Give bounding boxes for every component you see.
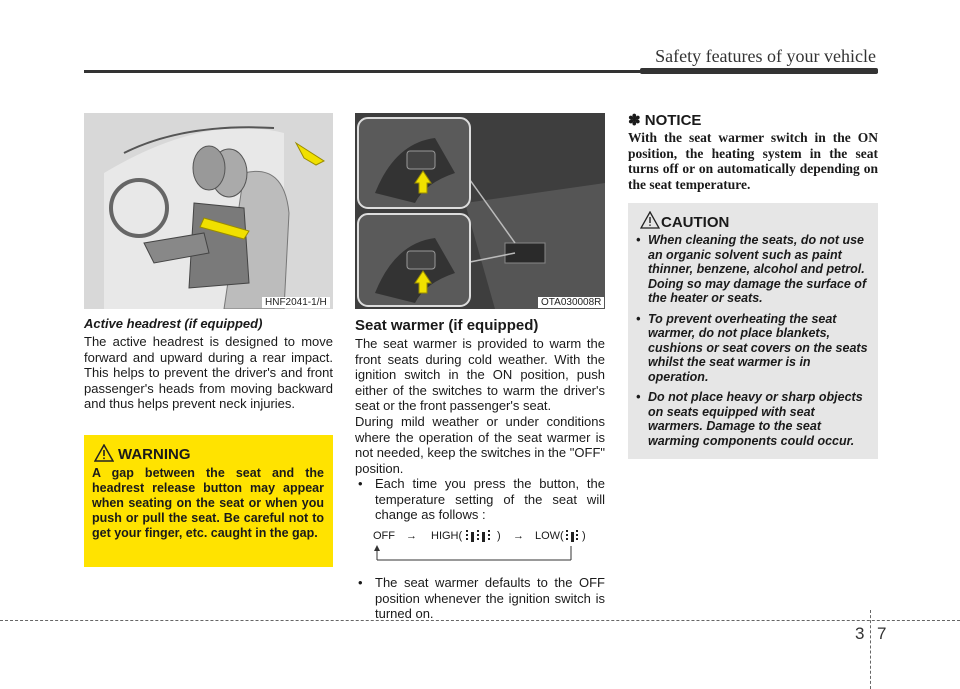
- page-header-title: Safety features of your vehicle: [655, 46, 876, 66]
- notice-heading: [628, 111, 701, 129]
- headrest-figure-label: HNF2041-1/H: [262, 297, 330, 308]
- cycle-arrow-2: →: [513, 530, 524, 542]
- seat-warmer-paragraph-1: The seat warmer is provided to warm the front seats during cold weather. With the ignition switch in the ON position, push either of the switches to warm the driver's seat or the front passenger's seat.: [355, 336, 605, 413]
- bullet-1-text: Each time you press the button, the temperature setting of the seat will change as follows :: [375, 476, 605, 522]
- header-rule-accent: [640, 68, 878, 74]
- bullet-dot: •: [636, 311, 641, 326]
- cycle-high-close: ): [497, 530, 501, 542]
- warning-icon: [94, 444, 114, 467]
- warning-box: [84, 435, 333, 567]
- bullet-dot: •: [636, 233, 641, 247]
- chapter-number: 3: [855, 624, 865, 643]
- page-number: 7: [877, 624, 887, 643]
- cycle-arrow-1: →: [406, 530, 417, 542]
- caution-title: CAUTION: [661, 214, 730, 231]
- warning-title: WARNING: [118, 446, 191, 463]
- caution-box: [628, 203, 878, 459]
- seat-warmer-figure-label: OTA030008R: [538, 297, 604, 308]
- bullet-dot: •: [358, 476, 363, 491]
- low-heat-icon: [564, 529, 580, 543]
- high-heat-icon: [464, 529, 494, 543]
- caution-item: [636, 390, 870, 448]
- headrest-caption: Active headrest (if equipped): [84, 316, 263, 331]
- bullet-dot: •: [636, 390, 641, 404]
- caution-icon: [640, 211, 660, 234]
- seat-warmer-paragraph-2: During mild weather or under conditions where the operation of the seat warmer is not needed, keep the switches in the "OFF" position.: [355, 414, 605, 476]
- seat-warmer-figure-drawing: [355, 113, 605, 309]
- caution-item: [636, 233, 870, 306]
- footer-rule: [0, 620, 960, 621]
- headrest-description: The active headrest is designed to move forward and upward during a rear impact. This helps to prevent the driver's and front passenger's heads from moving backward and thus helps prevent neck injuries.: [84, 334, 333, 411]
- cycle-off-label: OFF: [373, 530, 395, 542]
- seat-warmer-title: Seat warmer (if equipped): [355, 317, 539, 334]
- caution-item-text: To prevent overheating the seat warmer, do not place blankets, cushions or seat covers on the seats whilst the seat warmer is in operation.: [648, 311, 868, 384]
- page-number-divider: [870, 610, 871, 689]
- caution-item: [636, 312, 870, 385]
- bullet-dot: •: [358, 575, 363, 590]
- cycle-low-label: LOW(: [535, 530, 564, 542]
- cycle-high-label: HIGH(: [431, 530, 463, 542]
- caution-item-text: Do not place heavy or sharp objects on seats equipped with seat warmers. Damage to the seat warming components could occur.: [648, 390, 863, 448]
- headrest-figure-drawing: [84, 113, 333, 309]
- headrest-illustration: [84, 113, 333, 309]
- notice-mark-icon: ✽: [628, 112, 641, 129]
- cycle-return-arrow: [373, 544, 573, 562]
- caution-item-text: When cleaning the seats, do not use an organic solvent such as paint thinner, benzene, alcohol and petrol. Doing so may damage the surface of the heater or seats.: [648, 233, 867, 305]
- warning-text: A gap between the seat and the headrest release button may appear when seating on the seat or when you push or pull the seat. Be careful not to get your finger, etc. caught in the gap.: [92, 466, 324, 540]
- bullet-2-text: The seat warmer defaults to the OFF position whenever the ignition switch is turned on.: [375, 575, 605, 621]
- seat-warmer-illustration: [355, 113, 605, 309]
- cycle-low-close: ): [582, 530, 586, 542]
- caution-list: [636, 233, 870, 448]
- notice-title: NOTICE: [644, 112, 702, 129]
- temperature-cycle-diagram: [373, 528, 603, 568]
- notice-text: With the seat warmer switch in the ON position, the heating system in the seat turns off or on automatically depending on the seat temperature.: [628, 130, 878, 192]
